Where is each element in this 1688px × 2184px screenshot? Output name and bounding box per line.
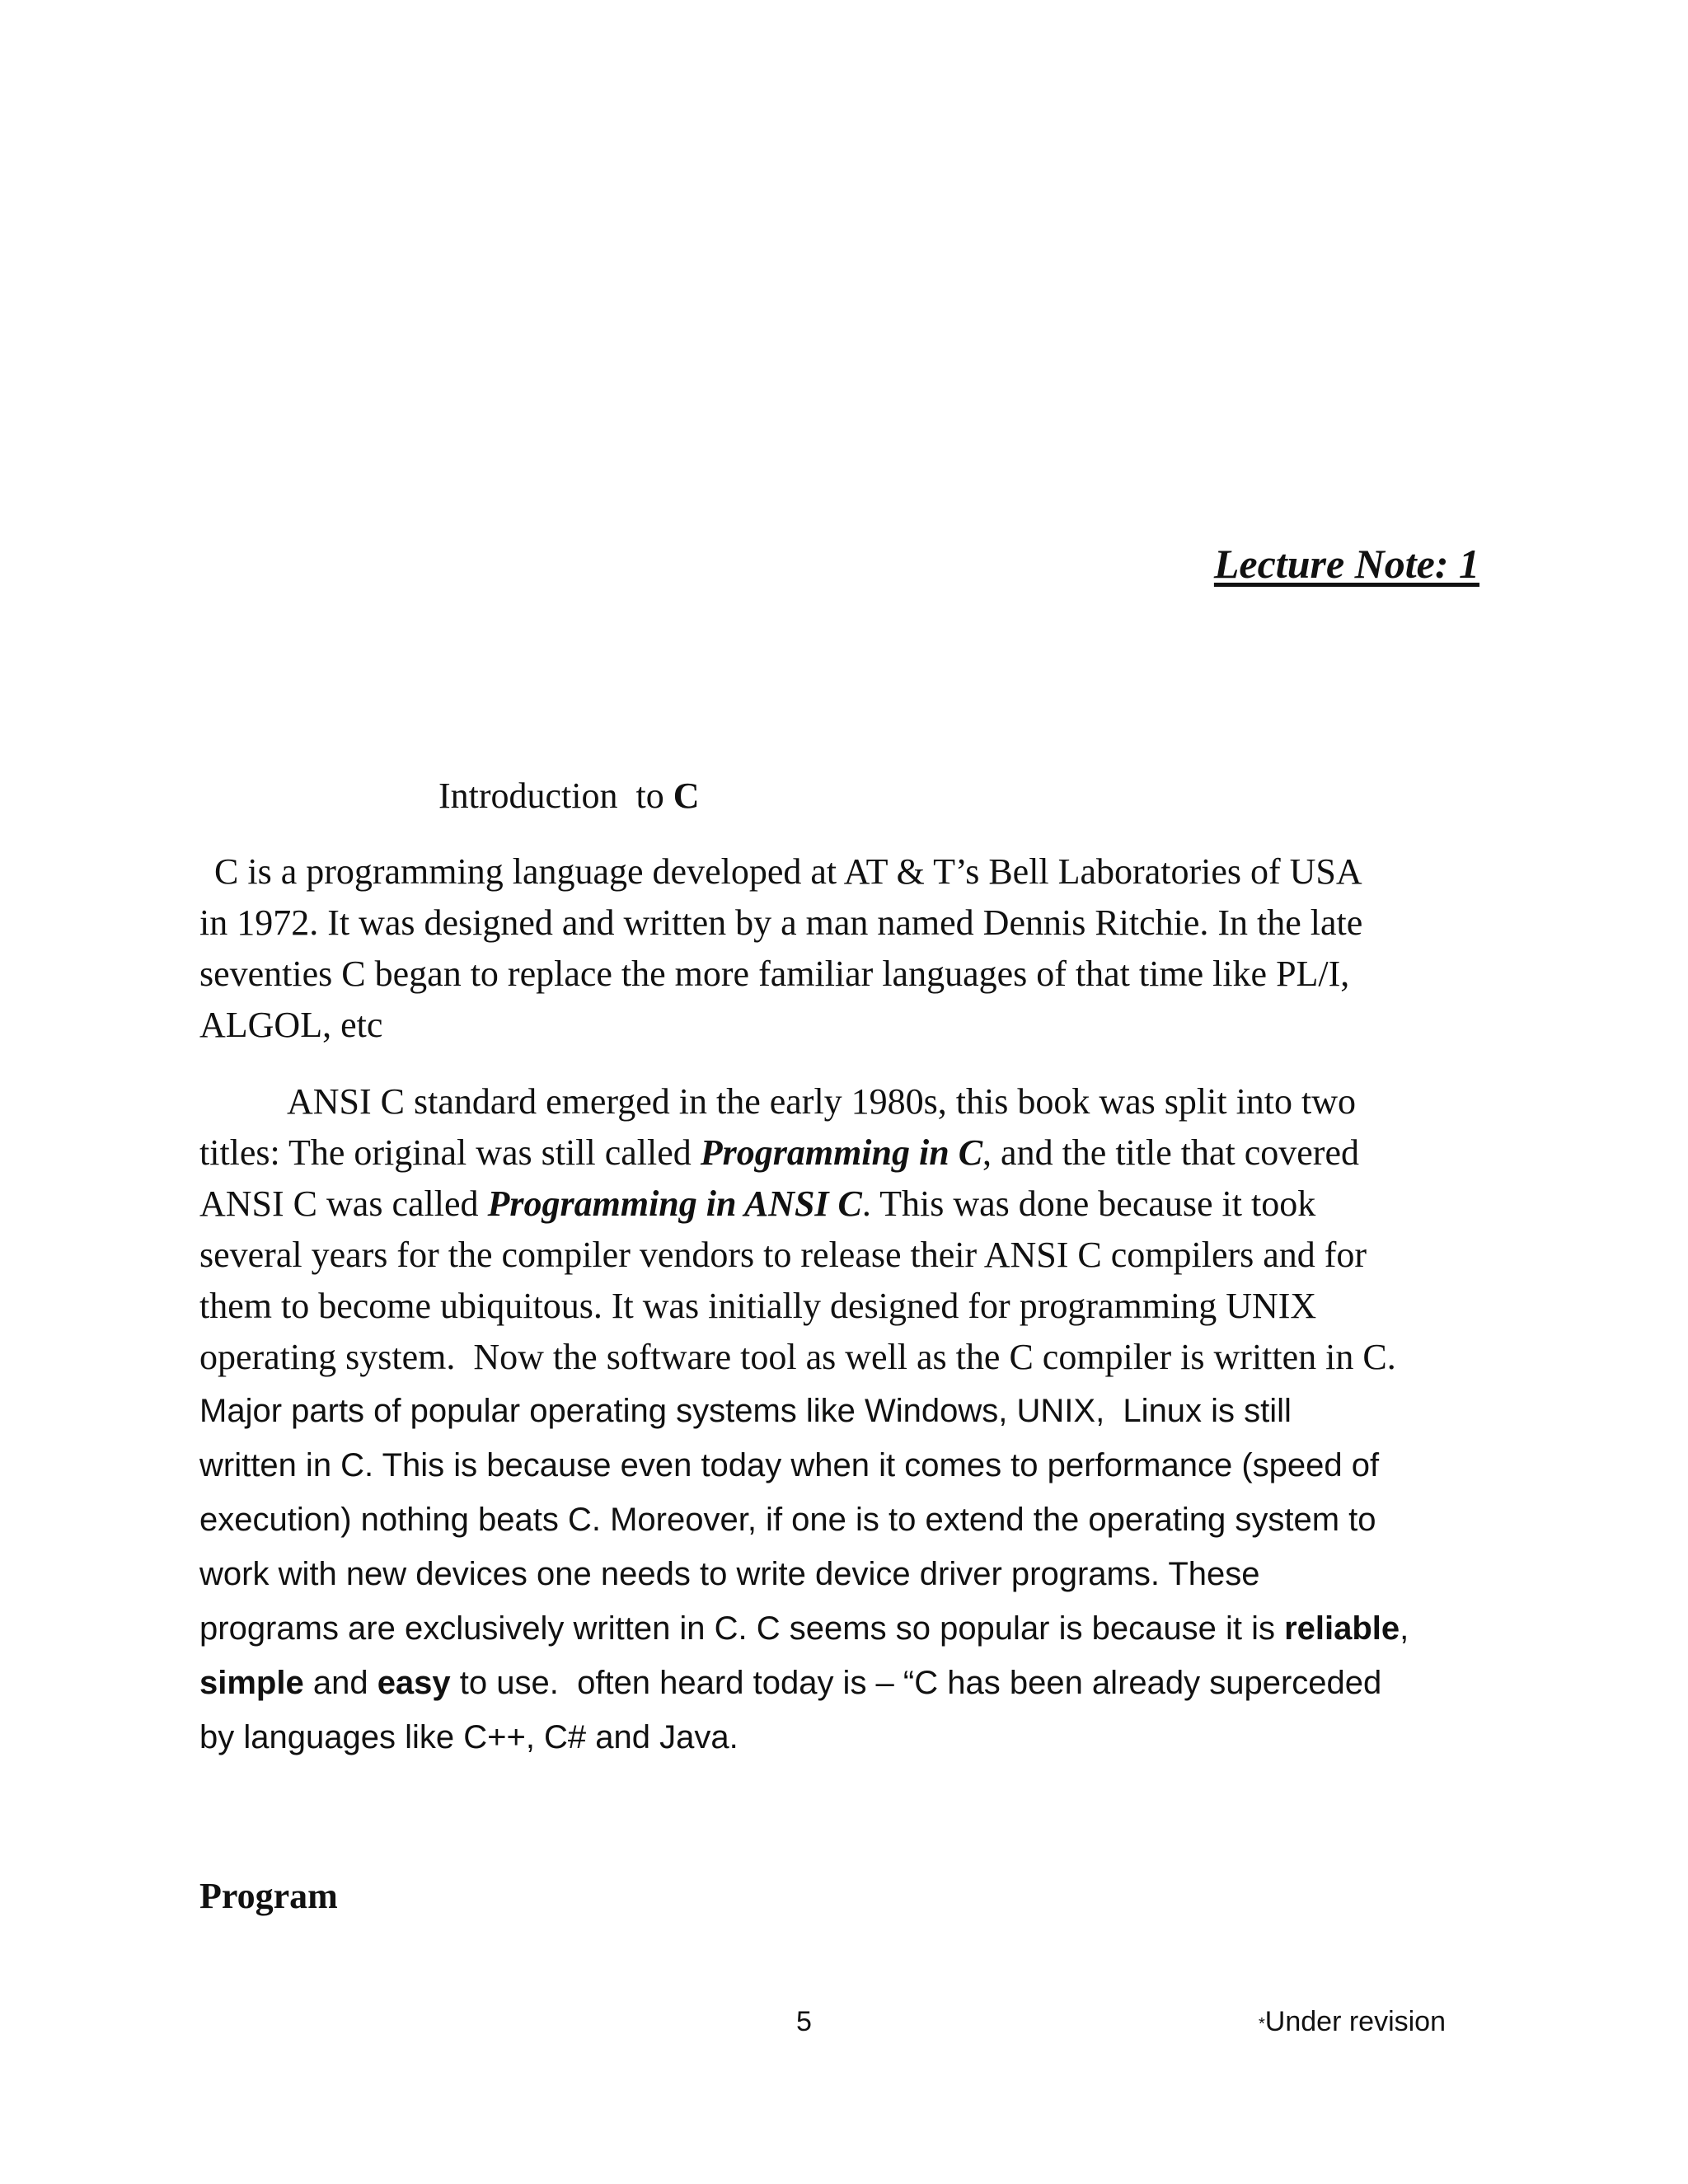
book-title-programming-in-ansi-c: Programming in ANSI C <box>487 1183 862 1224</box>
emphasis-easy: easy <box>377 1665 451 1701</box>
paragraph-2-line: by languages like C++, C# and Java. <box>199 1719 738 1755</box>
line-text: programs are exclusively written in C. C seems so popular is because it is <box>199 1610 1285 1647</box>
program-heading: Program <box>199 1876 338 1916</box>
paragraph-2-line: work with new devices one needs to write device driver programs. These <box>199 1556 1260 1592</box>
line-text: , <box>1400 1610 1409 1647</box>
line-text: titles: The original was still called <box>199 1132 701 1173</box>
line-text: to use. often heard today is – “C has been already superceded <box>450 1665 1382 1701</box>
paragraph-2-line: Major parts of popular operating systems like Windows, UNIX, Linux is still <box>199 1393 1292 1429</box>
intro-heading <box>438 775 700 817</box>
lecture-note-title: Lecture Note: 1 <box>1213 541 1479 587</box>
paragraph-1-line: C is a programming language developed at AT & T’s Bell Laboratories of USA <box>214 851 1362 892</box>
paragraph-2-line <box>199 1666 1381 1699</box>
line-text: . This was done because it took <box>861 1183 1316 1224</box>
revision-text: Under revision <box>1264 2006 1447 2037</box>
line-text: ANSI C was called <box>199 1183 488 1224</box>
book-title-programming-in-c: Programming in C <box>700 1132 983 1173</box>
paragraph-2-line: them to become ubiquitous. It was initially designed for programming UNIX <box>199 1286 1317 1326</box>
intro-heading-text: Introduction to <box>438 776 673 816</box>
paragraph-2-line: execution) nothing beats C. Moreover, if one is to extend the operating system to <box>199 1502 1376 1538</box>
paragraph-2-line: operating system. Now the software tool as well as the C compiler is written in C. <box>199 1337 1396 1377</box>
line-text: , and the title that covered <box>982 1132 1359 1173</box>
line-text: and <box>303 1665 377 1701</box>
intro-heading-c: C <box>673 776 700 816</box>
page-number: 5 <box>796 2006 812 2037</box>
paragraph-2-line: written in C. This is because even today when it comes to performance (speed of <box>199 1447 1380 1483</box>
emphasis-simple: simple <box>199 1665 304 1701</box>
paragraph-2-line <box>199 1132 1359 1173</box>
paragraph-1-line: seventies C began to replace the more familiar languages of that time like PL/I, <box>199 954 1350 994</box>
paragraph-2-line: several years for the compiler vendors to release their ANSI C compilers and for <box>199 1235 1367 1275</box>
paragraph-2-line <box>199 1183 1316 1224</box>
emphasis-reliable: reliable <box>1284 1610 1400 1647</box>
paragraph-1-line: ALGOL, etc <box>199 1005 383 1045</box>
revision-note <box>1259 2006 1446 2038</box>
paragraph-2-line: ANSI C standard emerged in the early 1980s, this book was split into two <box>287 1081 1357 1122</box>
paragraph-2-line <box>199 1612 1409 1645</box>
revision-star: * <box>1259 2015 1265 2033</box>
paragraph-1-line: in 1972. It was designed and written by a man named Dennis Ritchie. In the late <box>199 902 1363 943</box>
